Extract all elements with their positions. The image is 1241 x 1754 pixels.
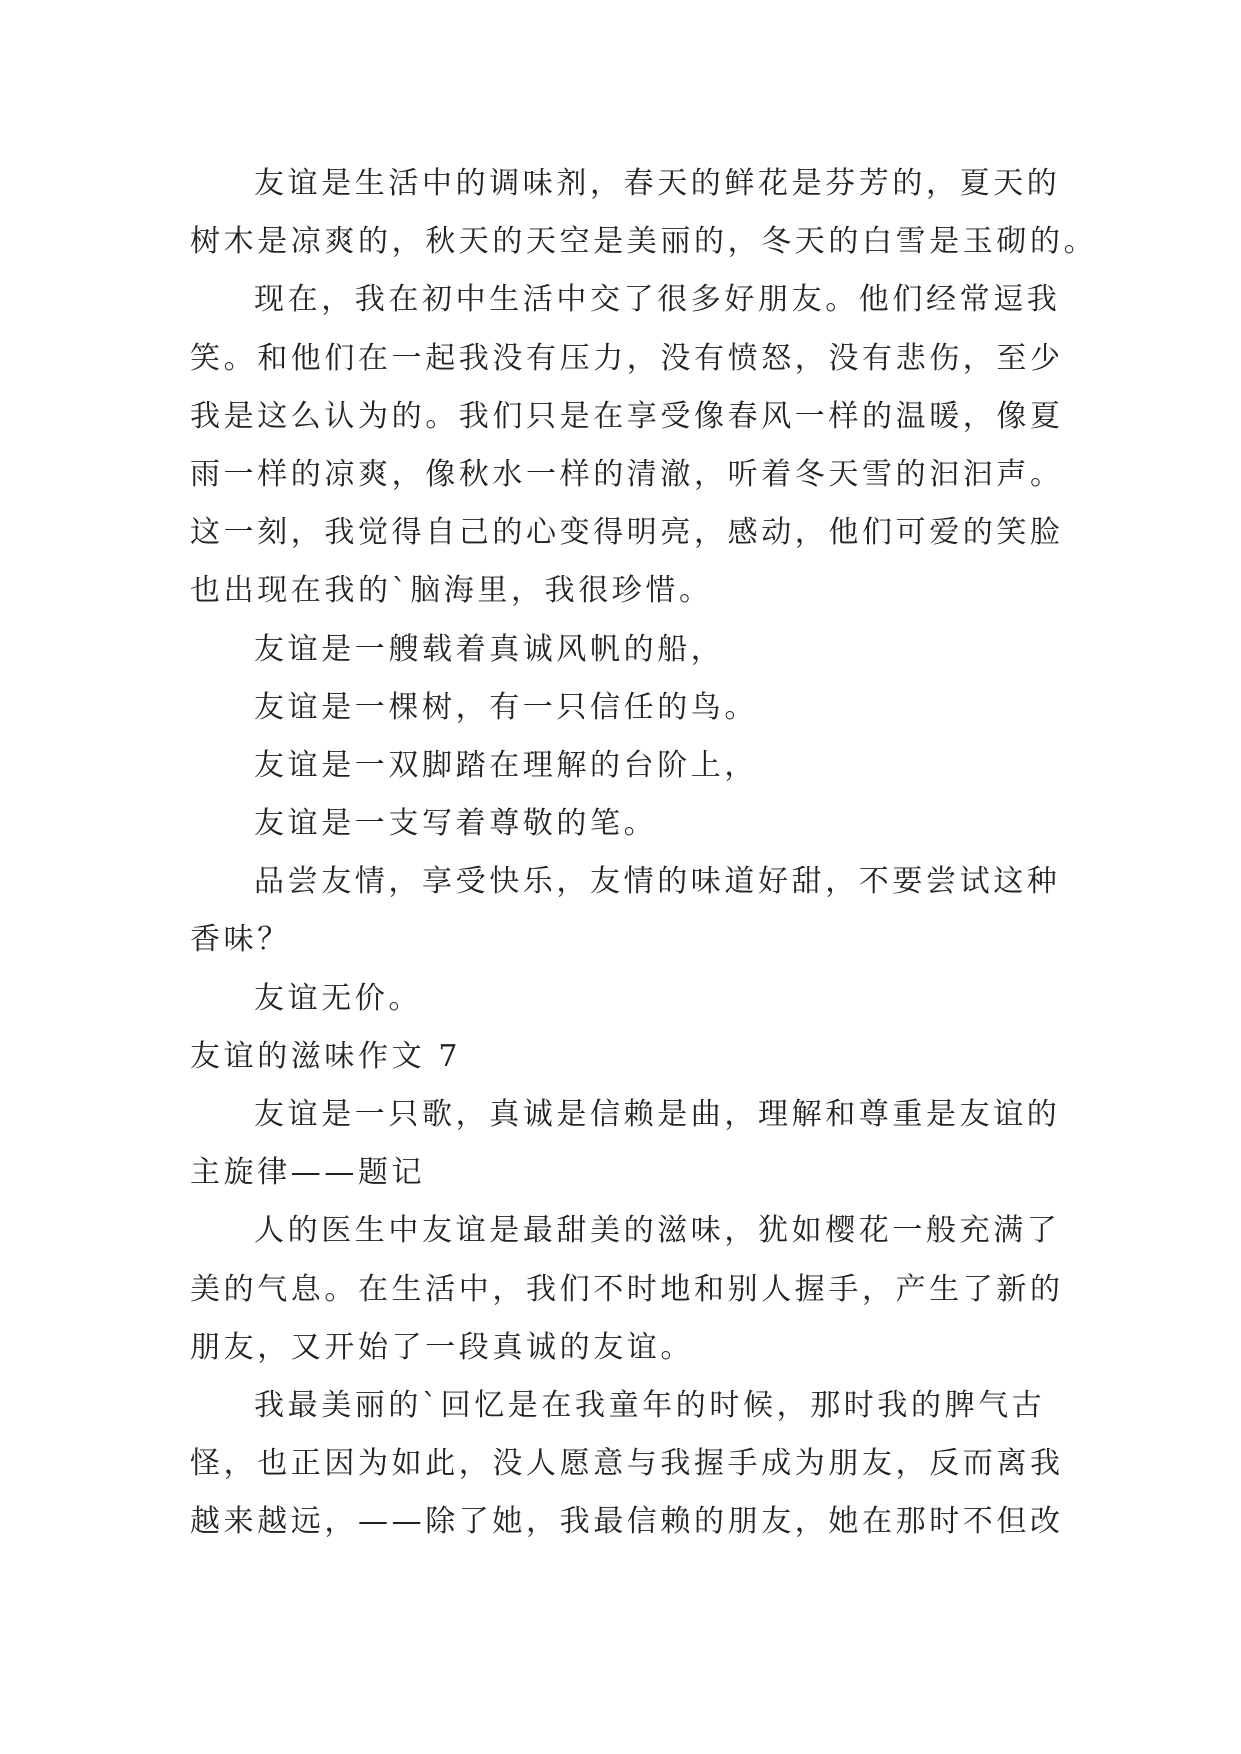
paragraph-line: 我最美丽的`回忆是在我童年的时候，那时我的脾气古 <box>254 1387 1046 1423</box>
paragraph-line: 品尝友情，享受快乐，友情的味道好甜，不要尝试这种 <box>254 864 1061 900</box>
paragraph-line: 友谊无价。 <box>254 980 422 1016</box>
paragraph-line: 友谊是一只歌，真诚是信赖是曲，理解和尊重是友谊的 <box>254 1097 1061 1132</box>
paragraph-line: 现在，我在初中生活中交了很多好朋友。他们经常逗我 <box>254 282 1061 318</box>
section-heading: 友谊的滋味作文 7 <box>190 1038 462 1074</box>
paragraph-line: 越来越远，——除了她，我最信赖的朋友，她在那时不但改 <box>190 1504 1064 1540</box>
poem-line: 友谊是一支写着尊敬的笔。 <box>254 806 658 842</box>
poem-line: 友谊是一双脚踏在理解的台阶上， <box>254 747 758 783</box>
paragraph-line: 雨一样的凉爽，像秋水一样的清澈，听着冬天雪的汩汩声。 <box>190 456 1064 492</box>
paragraph-line: 友谊是生活中的调味剂，春天的鲜花是芬芳的，夏天的 <box>254 166 1061 201</box>
paragraph-line: 笑。和他们在一起我没有压力，没有愤怒，没有悲伤，至少 <box>190 340 1064 376</box>
paragraph-line: 也出现在我的`脑海里，我很珍惜。 <box>190 573 713 609</box>
poem-line: 友谊是一棵树，有一只信任的鸟。 <box>254 689 758 725</box>
poem-line: 友谊是一艘载着真诚风帆的船， <box>254 631 725 667</box>
paragraph-line: 人的医生中友谊是最甜美的滋味，犹如樱花一般充满了 <box>254 1213 1061 1249</box>
paragraph-line: 树木是凉爽的，秋天的天空是美丽的，冬天的白雪是玉砌的。 <box>190 224 1098 260</box>
paragraph-line: 这一刻，我觉得自己的心变得明亮，感动，他们可爱的笑脸 <box>190 515 1064 551</box>
paragraph-line: 主旋律——题记 <box>190 1155 426 1191</box>
paragraph-line: 朋友，又开始了一段真诚的友谊。 <box>190 1329 694 1365</box>
document-body <box>190 155 1098 1552</box>
paragraph-line: 香味？ <box>190 922 291 958</box>
paragraph-line: 怪，也正因为如此，没人愿意与我握手成为朋友，反而离我 <box>190 1446 1064 1482</box>
paragraph-line: 我是这么认为的。我们只是在享受像春风一样的温暖，像夏 <box>190 398 1064 434</box>
paragraph-line: 美的气息。在生活中，我们不时地和别人握手，产生了新的 <box>190 1271 1064 1307</box>
